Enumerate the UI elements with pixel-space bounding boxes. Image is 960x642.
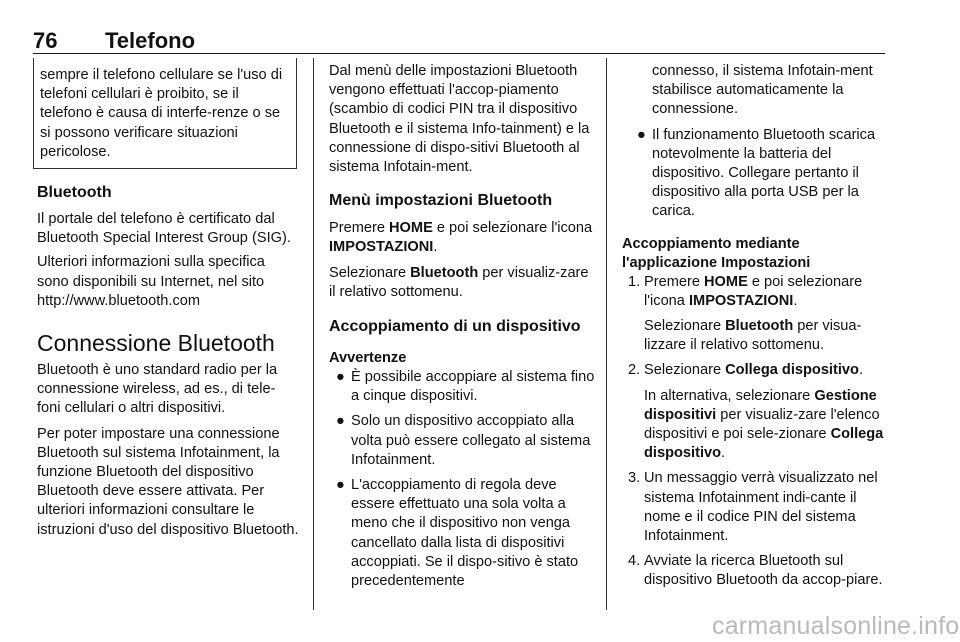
step-1: 1. Premere HOME e poi selezionare l'icona IMPOSTAZIONI. Selezionare Bluetooth per visua-lizzare il relativo sottomenu. — [628, 273, 863, 354]
column-divider-1 — [313, 58, 314, 610]
step-3: 3. Un messaggio verrà visualizzato nel sistema Infotainment indi-cante il nome e il codice PIN del sistema Infotainment. — [628, 470, 878, 545]
notes-list-continued — [622, 126, 888, 222]
bluetooth-settings-menu-heading: Menù impostazioni Bluetooth — [329, 192, 553, 210]
app-pairing-heading: Accoppiamento mediante l'applicazione Impostazioni — [622, 235, 811, 271]
bullet-icon: ● — [336, 477, 345, 494]
warning-text: sempre il telefono cellulare se l'uso di telefoni cellulari è proibito, se il telefono è causa di interfe-renze o se si possono verificare situazioni pericolose. — [40, 67, 283, 160]
pairing-heading: Accoppiamento di un dispositivo — [329, 318, 581, 336]
bullet-continuation: connesso, il sistema Infotain-ment stabilisce automaticamente la connessione. — [652, 63, 873, 118]
column-divider-2 — [606, 58, 607, 610]
bluetooth-paragraph-2: Ulteriori informazioni sulla specifica sono disponibili su Internet, nel sito http://www.bluetooth.com — [37, 254, 265, 309]
connection-heading: Connessione Bluetooth — [37, 330, 275, 357]
list-item: ● È possibile accoppiare al sistema fino a cinque dispositivi. — [336, 369, 595, 405]
header-rule — [33, 53, 885, 54]
connection-paragraph-2: Per poter impostare una connessione Bluetooth sul sistema Infotainment, la funzione Bluetooth del dispositivo Bluetooth deve essere attivata. Per ulteriori informazioni consultare le istruzioni d'uso del dispositivo Bluetooth. — [37, 425, 299, 538]
settings-intro: Dal menù delle impostazioni Bluetooth vengono effettuati l'accop-piamento (scambio di codici PIN tra il dispositivo Bluetooth e il sistema Info-tainment) e la connessione di dispo-sitivi Bluetooth al sistema Infotain-ment. — [329, 63, 590, 176]
notes-list — [329, 368, 595, 591]
bullet-icon: ● — [336, 413, 345, 430]
watermark-text: carmanualsonline.info — [712, 612, 960, 640]
warning-box — [33, 58, 297, 169]
list-item: ● L'accoppiamento di regola deve essere effettuato una sola volta a meno che il dispositivo non venga cancellato dalla lista di dispositivi accoppiati. Se il dispo-sitivo è stato precedentemente — [336, 477, 579, 590]
menu-paragraph-2: Selezionare Bluetooth per visualiz-zare il relativo sottomenu. — [329, 264, 589, 300]
column-1 — [37, 58, 299, 540]
list-item: ● Solo un dispositivo accoppiato alla volta può essere collegato al sistema Infotainment. — [336, 413, 591, 468]
step-4: 4. Avviate la ricerca Bluetooth sul dispositivo Bluetooth da accop-piare. — [628, 553, 883, 589]
bullet-icon: ● — [637, 126, 646, 143]
bullet-icon: ● — [336, 369, 345, 386]
step-2: 2. Selezionare Collega dispositivo. In alternativa, selezionare Gestione dispositivi per visualiz-zare l'elenco dispositivi e poi sele-zionare Collega dispositivo. — [628, 362, 884, 462]
menu-paragraph-1: Premere HOME e poi selezionare l'icona IMPOSTAZIONI. — [329, 220, 593, 256]
list-item: ● Il funzionamento Bluetooth scarica notevolmente la batteria del dispositivo. Collegare pertanto il dispositivo alla porta USB per la carica. — [637, 126, 876, 220]
page-number: 76 — [33, 28, 58, 53]
column-3 — [622, 58, 888, 591]
connection-paragraph-1: Bluetooth è uno standard radio per la connessione wireless, ad es., di tele-foni cellulari o altri dispositivi. — [37, 362, 278, 417]
page-header — [33, 28, 885, 52]
bluetooth-paragraph-1: Il portale del telefono è certificato dal Bluetooth Special Interest Group (SIG). — [37, 211, 291, 247]
column-2 — [329, 58, 595, 591]
bluetooth-heading: Bluetooth — [37, 184, 112, 202]
chapter-title: Telefono — [105, 28, 196, 53]
pairing-steps — [622, 273, 888, 591]
notes-heading: Avvertenze — [329, 350, 407, 367]
